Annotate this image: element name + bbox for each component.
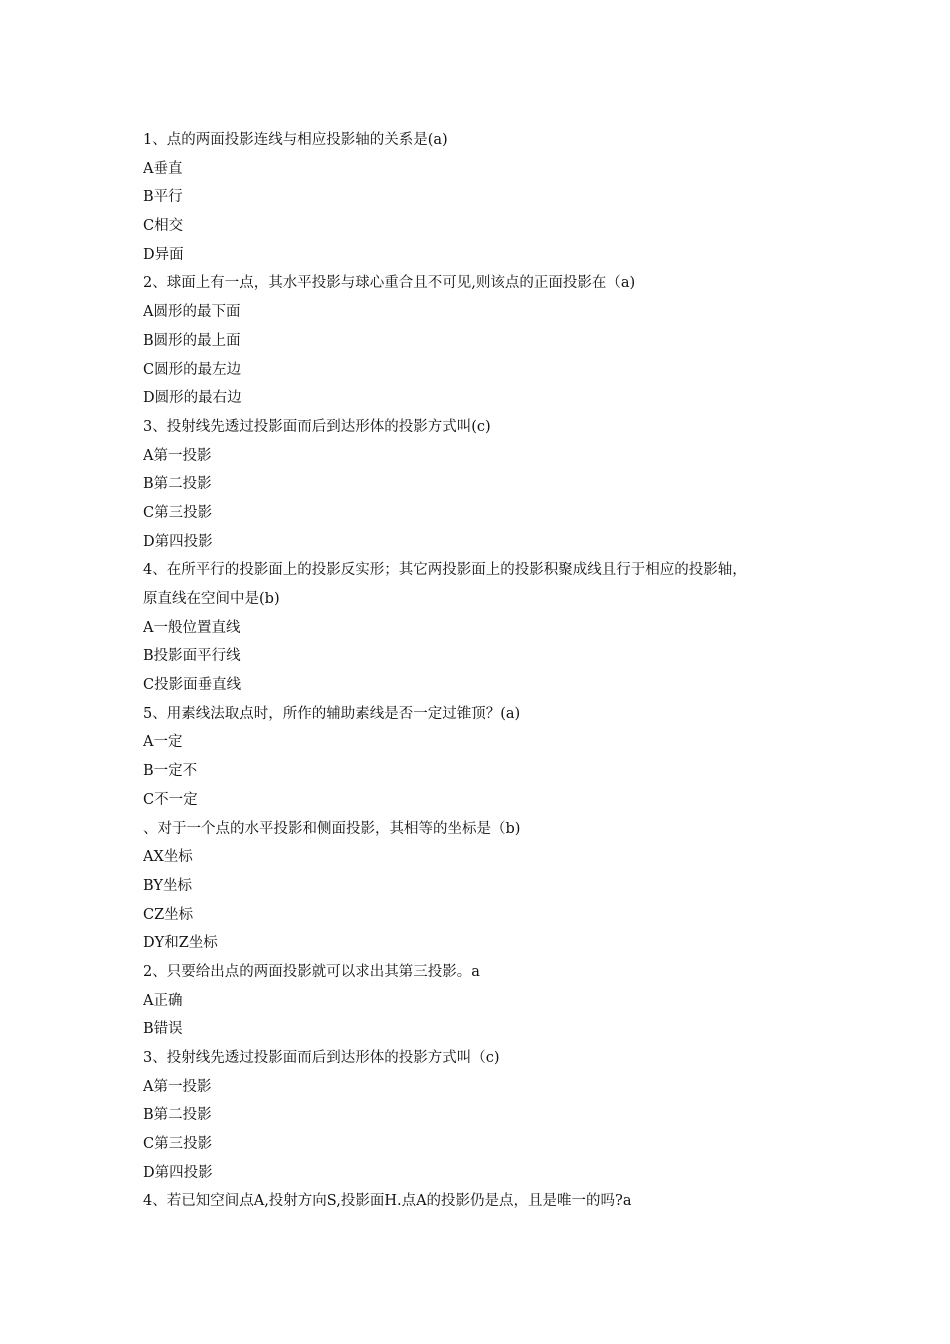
question-1: 1、点的两面投影连线与相应投影轴的关系是(a)	[143, 132, 448, 148]
option-a: A正确	[143, 992, 183, 1009]
option-d: D第四投影	[143, 1164, 213, 1181]
option-b: B一定不	[143, 763, 198, 780]
option-b: B圆形的最上面	[143, 332, 241, 349]
option-b: BY坐标	[143, 877, 192, 894]
option-a: A第一投影	[143, 447, 212, 464]
question-2: 2、球面上有一点，其水平投影与球心重合且不可见,则该点的正面投影在（a)	[143, 275, 636, 292]
option-c: C第三投影	[143, 1136, 213, 1153]
option-d: D圆形的最右边	[143, 390, 242, 407]
option-a: A垂直	[143, 160, 183, 177]
question-8: 3、投射线先透过投影面而后到达形体的投影方式叫（c)	[143, 1050, 500, 1066]
option-b: B第二投影	[143, 476, 212, 493]
question-4-continued: 原直线在空间中是(b)	[143, 591, 280, 607]
option-b: B平行	[143, 189, 183, 206]
question-5: 5、用素线法取点时，所作的辅助素线是否一定过锥顶？(a)	[143, 705, 521, 722]
option-b: B投影面平行线	[143, 648, 241, 665]
option-a: A第一投影	[143, 1078, 212, 1095]
option-d: DY和Z坐标	[143, 935, 218, 952]
question-4: 4、在所平行的投影面上的投影反实形；其它两投影面上的投影积聚成线且行于相应的投影轴，	[143, 562, 747, 579]
document-body	[143, 126, 823, 1216]
option-d: D第四投影	[143, 533, 213, 550]
option-c: CZ坐标	[143, 906, 194, 923]
option-c: C圆形的最左边	[143, 361, 242, 378]
question-6: 、对于一个点的水平投影和侧面投影，其相等的坐标是（b)	[143, 820, 521, 837]
option-b: B错误	[143, 1021, 183, 1038]
option-a: AX坐标	[143, 849, 193, 866]
option-d: D异面	[143, 246, 184, 263]
option-c: C不一定	[143, 791, 198, 808]
option-c: C第三投影	[143, 504, 213, 521]
question-9: 4、若已知空间点A,投射方向S,投影面H.点A的投影仍是点，且是唯一的吗?a	[143, 1193, 632, 1210]
option-a: A一般位置直线	[143, 619, 241, 636]
question-3: 3、投射线先透过投影面而后到达形体的投影方式叫(c)	[143, 418, 491, 435]
question-7: 2、只要给出点的两面投影就可以求出其第三投影。a	[143, 963, 480, 980]
option-c: C相交	[143, 218, 184, 235]
option-a: A一定	[143, 734, 183, 751]
option-a: A圆形的最下面	[143, 304, 241, 321]
option-c: C投影面垂直线	[143, 677, 242, 694]
option-b: B第二投影	[143, 1107, 212, 1124]
